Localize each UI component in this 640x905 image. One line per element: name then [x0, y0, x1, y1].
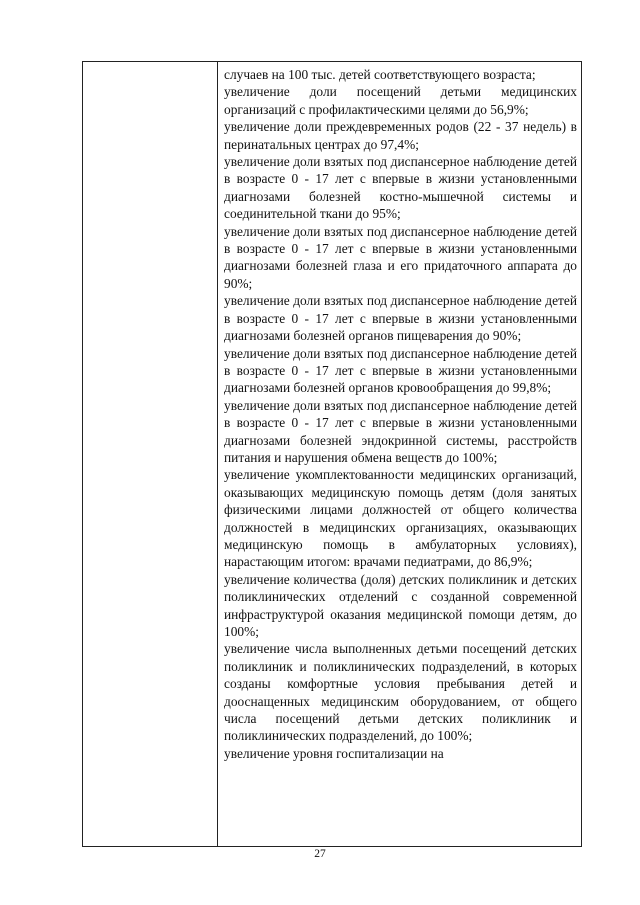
- list-item: увеличение доли взятых под диспансерное наблюдение детей в возрасте 0 - 17 лет с впервые в жизни установленными диагнозами болезней органов пищеварения до 90%;: [224, 293, 577, 344]
- list-item: увеличение доли взятых под диспансерное наблюдение детей в возрасте 0 - 17 лет с впервые в жизни установленными диагнозами болезней глаза и его придаточного аппарата до 90%;: [224, 223, 577, 291]
- list-item: увеличение количества (доля) детских поликлиник и детских поликлинических отделений с созданной современной инфраструктурой оказания медицинской помощи детям, до 100%;: [224, 571, 577, 639]
- table-left-column: [83, 62, 218, 846]
- page-number: 27: [314, 848, 326, 860]
- list-item: увеличение доли посещений детьми медицинских организаций с профилактическими целями до 56,9%;: [224, 84, 577, 117]
- list-item: увеличение уровня госпитализации на: [224, 745, 444, 761]
- list-item: увеличение доли преждевременных родов (22 - 37 недель) в перинатальных центрах до 97,4%;: [224, 119, 577, 152]
- list-item: случаев на 100 тыс. детей соответствующего возраста;: [224, 67, 536, 82]
- list-item: увеличение укомплектованности медицинских организаций, оказывающих медицинскую помощь детям (доля занятых физическими лицами должностей от общего количества должностей в медицинских организациях, оказывающих медицинскую помощь в амбулаторных условиях), нарастающим итогом: врачами педиатрами, до 86,9%;: [224, 467, 577, 570]
- list-item: увеличение числа выполненных детьми посещений детских поликлиник и поликлинических подразделений, в которых созданы комфортные условия пребывания детей и дооснащенных медицинским оборудованием, от общего числа посещений детьми детских поликлиник и поликлинических подразделений, до 100%;: [224, 641, 577, 744]
- list-item: увеличение доли взятых под диспансерное наблюдение детей в возрасте 0 - 17 лет с впервые в жизни установленными диагнозами болезней костно-мышечной системы и соединительной ткани до 95%;: [224, 154, 577, 222]
- content-table: [82, 61, 582, 847]
- list-item: увеличение доли взятых под диспансерное наблюдение детей в возрасте 0 - 17 лет с впервые в жизни установленными диагнозами болезней эндокринной системы, расстройств питания и нарушения обмена веществ до 100%;: [224, 397, 577, 465]
- list-item: увеличение доли взятых под диспансерное наблюдение детей в возрасте 0 - 17 лет с впервые в жизни установленными диагнозами болезней органов кровообращения до 99,8%;: [224, 345, 577, 396]
- table-right-column: [218, 62, 581, 846]
